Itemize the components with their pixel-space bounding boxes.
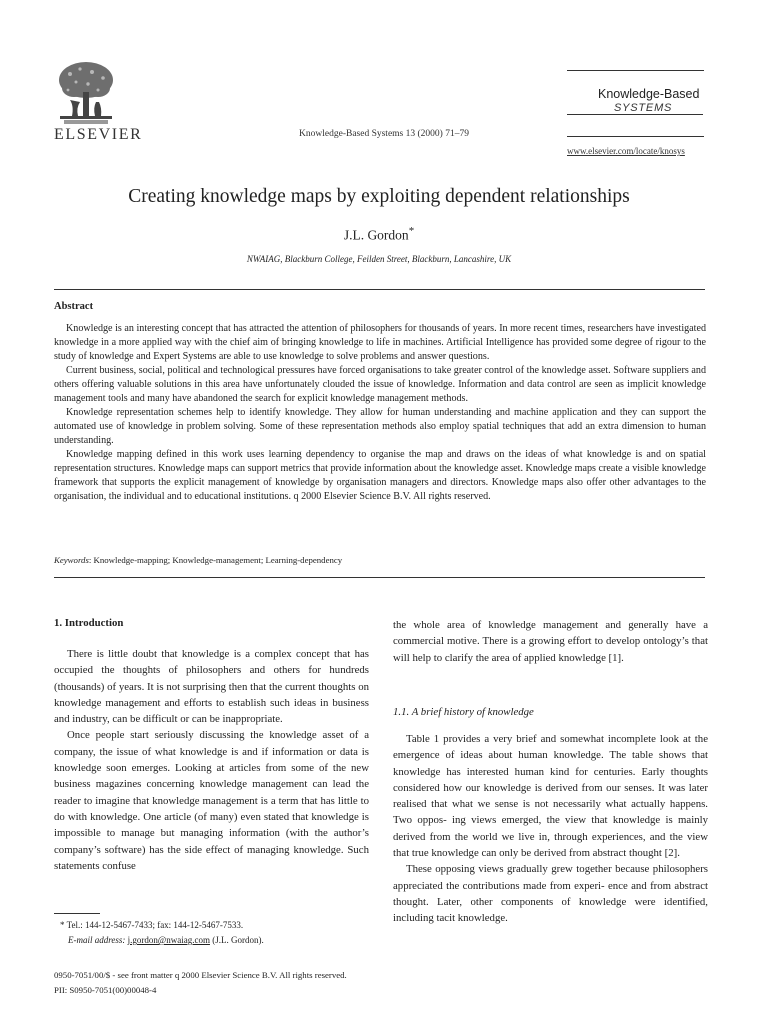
author-footnote-mark: * (408, 225, 415, 237)
abstract-paragraph: Knowledge is an interesting concept that has attracted the attention of philosophers for thousands of years. In more recent times, researchers have investigated knowledge in a more applied way with the chief aim of bringing knowledge to life in machines. Artificial Intelligence has provided some degree of rigour to the study of knowledge and Expert Systems are able to use knowledge to solve problems and answer questions. (54, 323, 706, 362)
journal-logo-rule (567, 70, 704, 71)
pii-line: PII: S0950-7051(00)00048-4 (54, 985, 157, 995)
keywords-line (54, 555, 342, 565)
elsevier-tree-logo (56, 60, 116, 126)
keywords-label: Keywords (54, 555, 89, 565)
abstract-heading: Abstract (54, 301, 94, 312)
subsection-heading: 1.1. A brief history of knowledge (393, 706, 534, 718)
abstract-paragraph: Current business, social, political and technological pressures have forced organisations to take greater control of the knowledge asset. Software suppliers and others offering valuable solutions in this area have unfortunately clouded the issue of knowledge. Information and data control are seen as implicit knowledge management tools and many have abandoned the search for explicit knowledge management methods. (54, 365, 706, 404)
author-footnote (54, 918, 264, 948)
publisher-name: ELSEVIER (54, 126, 143, 143)
abstract-paragraph: Knowledge representation schemes help to identify knowledge. They allow for human understanding and machine application and they can support the automated use of knowledge in problem solving. Some of these representation methods also employ spatial techniques that add an extra dimension to human understanding. (54, 407, 706, 446)
copyright-line: 0950-7051/00/$ - see front matter q 2000 Elsevier Science B.V. All rights reserved. (54, 970, 347, 980)
body-paragraph: These opposing views gradually grew together because philosophers appreciated the contributions made from experi- ence and from abstract thought. Later, other components of knowledge were identified, including tacit knowledge. (393, 863, 708, 925)
body-paragraph: Once people start seriously discussing the knowledge asset of a company, the issue of what knowledge is and if information or data is knowledge soon emerges. Looking at articles from some of the new business magazines concerning knowledge management can lead the reader to imagine that knowledge management is a term that has little to do with knowledge. One article (of many) even stated that knowledge is impossible to manage but managing information (with the author’s company’s software) has the side effect of managing knowledge. Such statements confuse (54, 729, 369, 872)
page-footer (54, 968, 347, 998)
journal-logo-rule-bottom (567, 136, 704, 137)
right-column-bottom (393, 731, 708, 927)
section-heading: 1. Introduction (54, 617, 124, 629)
journal-logo-underline (567, 114, 703, 115)
author-line (0, 225, 758, 244)
email-suffix: (J.L. Gordon). (209, 935, 264, 945)
right-column-top (393, 617, 708, 666)
journal-url-link[interactable]: www.elsevier.com/locate/knosys (567, 146, 685, 156)
body-paragraph: Table 1 provides a very brief and somewhat incomplete look at the emergence of ideas about human knowledge. The table shows that knowledge has interested human kind for centuries. Early thoughts considered how our knowledge is derived from our senses. It was later realised that what we sense is not necessarily what actually happens. Two oppos- ing views emerged, the view that knowledge is mainly derived from the world we live in, through experiences, and the view that true knowledge can only be derived from abstract thought [2]. (393, 733, 708, 860)
abstract-bottom-rule (54, 577, 705, 578)
paper-title: Creating knowledge maps by exploiting dependent relationships (128, 186, 630, 207)
journal-reference: Knowledge-Based Systems 13 (2000) 71–79 (299, 129, 469, 139)
abstract-body (54, 322, 706, 504)
abstract-paragraph: Knowledge mapping defined in this work uses learning dependency to organise the map and draws on the ideas of what knowledge is and on spatial representation structures. Knowledge maps can support metrics that provide information about the knowledge asset. Knowledge maps create a visible knowledge framework that supports the explicit management of knowledge by organisation managers and directors. Knowledge maps also offer other advantages to the organisation, the individual and to educational institutions. q 2000 Elsevier Science B.V. All rights reserved. (54, 449, 706, 502)
email-link[interactable]: j.gordon@nwaiag.com (127, 935, 210, 945)
body-paragraph-continued: the whole area of knowledge management and generally have a commercial motive. There is a growing effort to develop ontology’s that will help to clarify the area of applied knowledge [1]. (393, 619, 708, 664)
left-column (54, 646, 369, 874)
footnote-email-line (54, 933, 264, 948)
author-name: J.L. Gordon (343, 227, 409, 243)
keywords-text: : Knowledge-mapping; Knowledge-management; Learning-dependency (88, 555, 343, 565)
email-label: E-mail address: (68, 935, 126, 945)
journal-logo-subtitle: SYSTEMS (614, 102, 673, 114)
author-affiliation: NWAIAG, Blackburn College, Feilden Street, Blackburn, Lancashire, UK (246, 254, 512, 264)
footnote-contact: * Tel.: 144-12-5467-7433; fax: 144-12-5467-7533. (60, 920, 244, 930)
abstract-top-rule (54, 289, 705, 290)
journal-logo-title: Knowledge-Based (598, 87, 700, 101)
footnote-rule (54, 913, 100, 914)
body-paragraph: There is little doubt that knowledge is a complex concept that has occupied the thoughts of philosophers and others for hundreds (thousands) of years. It is not surprising then that the current thoughts on knowledge management and efforts to establish such ideas in business and industry, can be difficult or can be inappropriate. (54, 648, 369, 726)
